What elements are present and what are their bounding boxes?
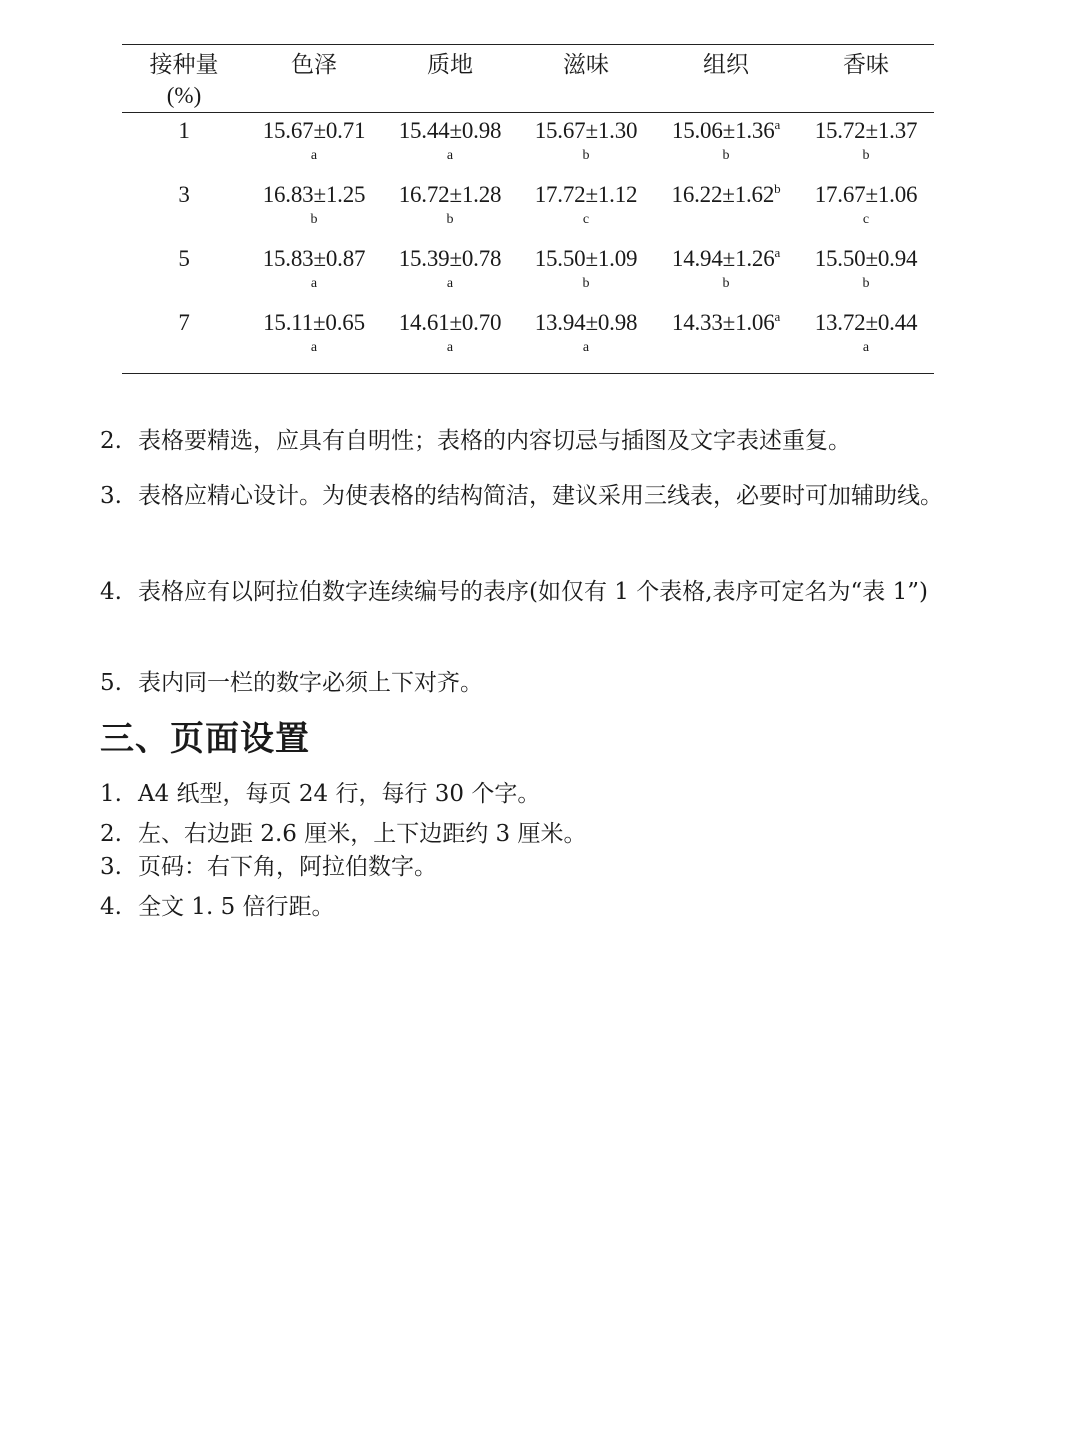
inoculum-level: 5 — [178, 246, 190, 271]
page-setting-4 — [100, 891, 335, 923]
score-cell — [798, 243, 934, 307]
score-value: 14.33±1.06 — [671, 310, 775, 335]
page-setting-3 — [100, 851, 437, 883]
inoculum-level-cell — [122, 243, 246, 307]
score-cell — [654, 113, 798, 180]
significance-group: b — [582, 148, 590, 163]
score-value-line — [382, 179, 518, 211]
score-value-line — [382, 307, 518, 339]
score-cell — [246, 113, 382, 180]
significance-group: b — [722, 148, 730, 163]
inoculum-level-cell — [122, 113, 246, 180]
score-value: 15.50±1.09 — [534, 246, 638, 271]
list-number: 2. — [100, 428, 122, 454]
section-title-page-settings: 三、页面设置 — [100, 719, 310, 759]
inoculum-level-cell — [122, 307, 246, 374]
score-value-line — [518, 307, 654, 339]
significance-group: a — [446, 148, 454, 163]
score-value-line — [246, 179, 382, 211]
table-row — [122, 179, 934, 243]
score-value-line — [382, 115, 518, 147]
score-value-line — [246, 243, 382, 275]
table-row — [122, 243, 934, 307]
score-value: 14.94±1.26 — [671, 246, 775, 271]
score-cell — [798, 113, 934, 180]
list-text: 页码：右下角，阿拉伯数字。 — [138, 854, 437, 880]
header-structure — [654, 45, 798, 113]
table-row — [122, 113, 934, 180]
score-value: 16.83±1.25 — [262, 182, 366, 207]
score-value-line — [654, 179, 798, 211]
score-value: 16.72±1.28 — [398, 182, 502, 207]
score-cell — [382, 307, 518, 374]
score-cell — [246, 243, 382, 307]
header-label: 滋味 — [563, 52, 609, 77]
score-value: 15.39±0.78 — [398, 246, 502, 271]
score-cell — [246, 179, 382, 243]
score-value-line — [798, 307, 934, 339]
table-rule-4 — [100, 568, 970, 616]
significance-group: a — [310, 148, 318, 163]
significance-group: b — [446, 212, 454, 227]
score-value: 15.72±1.37 — [814, 118, 918, 143]
score-cell — [654, 179, 798, 243]
score-value: 13.72±0.44 — [814, 310, 918, 335]
significance-group: a — [582, 340, 590, 355]
score-value-line — [518, 179, 654, 211]
score-value: 17.67±1.06 — [814, 182, 918, 207]
list-number: 4. — [100, 579, 122, 605]
score-value-line — [654, 307, 798, 339]
header-label: 组织 — [703, 52, 749, 77]
table-rule-2 — [100, 424, 970, 458]
table-body — [122, 113, 934, 374]
score-value: 15.83±0.87 — [262, 246, 366, 271]
header-unit: (%) — [166, 83, 202, 108]
score-value: 15.67±0.71 — [262, 118, 366, 143]
significance-group — [654, 211, 798, 229]
score-value-line — [246, 307, 382, 339]
header-aroma — [798, 45, 934, 113]
list-number: 2. — [100, 821, 122, 847]
significance-superscript: a — [774, 245, 781, 260]
significance-group: a — [446, 340, 454, 355]
table-rule-5 — [100, 666, 970, 700]
page-setting-2 — [100, 818, 586, 850]
significance-group: a — [862, 340, 870, 355]
score-cell — [382, 179, 518, 243]
score-value: 16.22±1.62 — [671, 182, 775, 207]
score-cell — [798, 307, 934, 374]
significance-group: b — [862, 148, 870, 163]
score-cell — [518, 243, 654, 307]
list-number: 3. — [100, 854, 122, 880]
significance-group: a — [310, 340, 318, 355]
score-cell — [382, 243, 518, 307]
significance-group: a — [446, 276, 454, 291]
page-setting-1 — [100, 778, 540, 810]
header-inoculum — [122, 45, 246, 113]
inoculum-level: 3 — [178, 182, 190, 207]
score-value-line — [798, 179, 934, 211]
results-table-container — [122, 44, 934, 374]
significance-group: c — [582, 212, 590, 227]
header-label: 香味 — [843, 52, 889, 77]
score-value: 15.11±0.65 — [263, 310, 365, 335]
score-value-line — [382, 243, 518, 275]
inoculum-level: 7 — [178, 310, 190, 335]
three-line-table — [122, 44, 934, 374]
inoculum-level: 1 — [178, 118, 190, 143]
list-number: 4. — [100, 894, 122, 920]
list-number: 1. — [100, 781, 122, 807]
score-value-line — [654, 115, 798, 147]
header-label: 色泽 — [291, 52, 337, 77]
list-text: A4 纸型，每页 24 行，每行 30 个字。 — [138, 781, 541, 807]
header-texture — [382, 45, 518, 113]
score-value-line — [518, 115, 654, 147]
score-value-line — [798, 243, 934, 275]
score-cell — [518, 307, 654, 374]
table-header-row — [122, 45, 934, 113]
score-cell — [654, 243, 798, 307]
significance-superscript: b — [774, 181, 781, 196]
inoculum-level-cell — [122, 179, 246, 243]
score-cell — [246, 307, 382, 374]
significance-group: a — [310, 276, 318, 291]
list-text: 表内同一栏的数字必须上下对齐。 — [138, 670, 483, 696]
score-value: 14.61±0.70 — [398, 310, 502, 335]
header-color — [246, 45, 382, 113]
score-value: 13.94±0.98 — [534, 310, 638, 335]
list-number: 5. — [100, 670, 122, 696]
significance-group: b — [862, 276, 870, 291]
score-value-line — [654, 243, 798, 275]
score-value-line — [518, 243, 654, 275]
score-cell — [798, 179, 934, 243]
header-label: 接种量 — [149, 52, 219, 77]
score-cell — [654, 307, 798, 374]
score-cell — [518, 179, 654, 243]
score-value: 15.50±0.94 — [814, 246, 918, 271]
score-value: 17.72±1.12 — [534, 182, 638, 207]
significance-superscript: a — [774, 117, 781, 132]
score-value: 15.06±1.36 — [671, 118, 775, 143]
score-value: 15.67±1.30 — [534, 118, 638, 143]
score-value: 15.44±0.98 — [398, 118, 502, 143]
list-text: 表格应精心设计。为使表格的结构简洁，建议采用三线表，必要时可加辅助线。 — [138, 483, 943, 509]
score-cell — [382, 113, 518, 180]
significance-group — [654, 339, 798, 357]
list-text: 全文 1. 5 倍行距。 — [138, 894, 335, 920]
significance-group: b — [582, 276, 590, 291]
table-row — [122, 307, 934, 374]
header-label: 质地 — [427, 52, 473, 77]
significance-superscript: a — [774, 309, 781, 324]
significance-group: b — [722, 276, 730, 291]
significance-group: b — [310, 212, 318, 227]
table-rule-3 — [100, 472, 970, 520]
list-text: 表格要精选，应具有自明性；表格的内容切忌与插图及文字表述重复。 — [138, 428, 851, 454]
score-value-line — [798, 115, 934, 147]
significance-group: c — [862, 212, 870, 227]
list-number: 3. — [100, 483, 122, 509]
score-cell — [518, 113, 654, 180]
list-text: 左、右边距 2.6 厘米，上下边距约 3 厘米。 — [138, 821, 587, 847]
score-value-line — [246, 115, 382, 147]
list-text: 表格应有以阿拉伯数字连续编号的表序(如仅有 1 个表格,表序可定名为“表 1”) — [138, 579, 928, 605]
header-taste — [518, 45, 654, 113]
